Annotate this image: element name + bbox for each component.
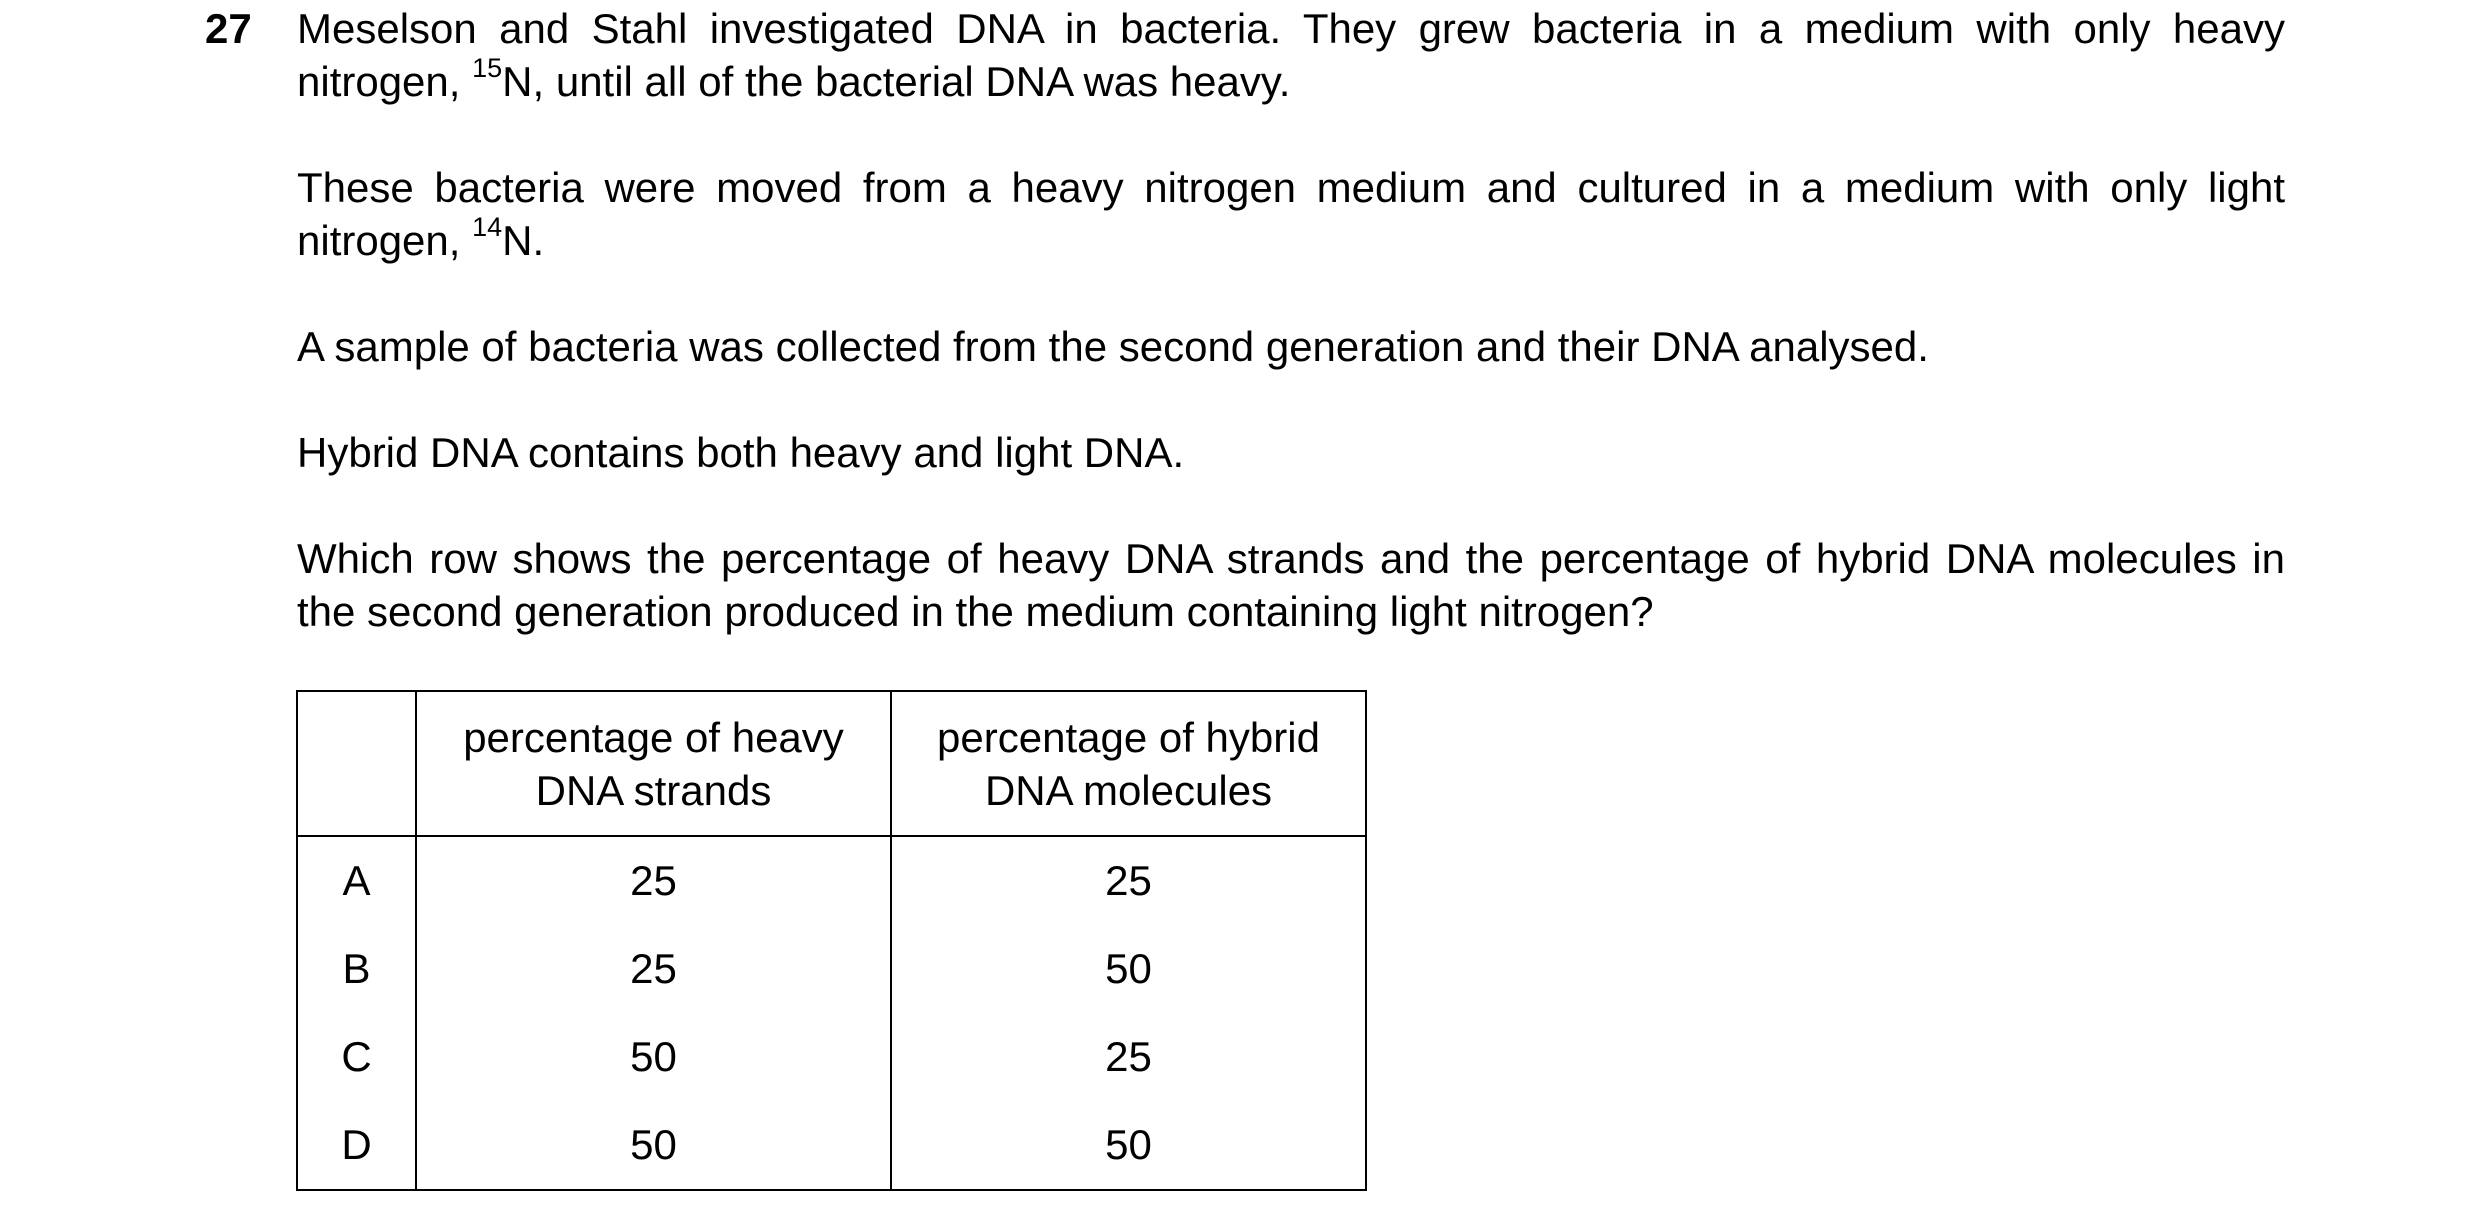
hybrid-value: 25 (891, 1013, 1366, 1101)
table-row-c[interactable] (297, 1013, 1366, 1101)
header-empty-cell (297, 691, 416, 836)
heavy-value: 50 (416, 1013, 891, 1101)
header-hybrid-line1: percentage of hybrid (937, 713, 1320, 761)
option-letter: B (297, 925, 416, 1013)
header-heavy-line1: percentage of heavy (463, 713, 844, 761)
option-letter: A (297, 836, 416, 925)
question-paragraph-4: Hybrid DNA contains both heavy and light DNA. (297, 429, 1185, 476)
para1-text-after: N, until all of the bacterial DNA was heavy. (502, 58, 1291, 105)
heavy-value: 25 (416, 925, 891, 1013)
isotope-superscript-14: 14 (472, 212, 503, 242)
table-row-a[interactable] (297, 836, 1366, 925)
question-paragraph-5: Which row shows the percentage of heavy DNA strands and the percentage of hybrid DNA molecules in the second generation produced in the medium containing light nitrogen? (297, 535, 2285, 635)
question-number: 27 (205, 5, 252, 52)
header-heavy-dna-strands (416, 691, 891, 836)
para2-text-before: These bacteria were moved from a heavy nitrogen medium and cultured in a medium with only light nitrogen, (297, 164, 2285, 264)
table-row-d[interactable] (297, 1101, 1366, 1190)
option-letter: D (297, 1101, 416, 1190)
para1-text-before: Meselson and Stahl investigated DNA in bacteria. They grew bacteria in a medium with only heavy nitrogen, (297, 5, 2285, 105)
header-heavy-line2: DNA strands (535, 766, 772, 814)
table-row-b[interactable] (297, 925, 1366, 1013)
option-letter: C (297, 1013, 416, 1101)
answer-options-table (296, 690, 1367, 1191)
hybrid-value: 50 (891, 1101, 1366, 1190)
para2-text-after: N. (502, 217, 545, 264)
hybrid-value: 25 (891, 836, 1366, 925)
header-hybrid-line2: DNA molecules (984, 766, 1273, 814)
question-paragraph-2 (297, 161, 2285, 267)
header-hybrid-dna-molecules (891, 691, 1366, 836)
hybrid-value: 50 (891, 925, 1366, 1013)
question-paragraph-3: A sample of bacteria was collected from the second generation and their DNA analysed. (297, 323, 1929, 370)
table-header-row (297, 691, 1366, 836)
heavy-value: 25 (416, 836, 891, 925)
heavy-value: 50 (416, 1101, 891, 1190)
question-paragraph-1 (297, 2, 2285, 108)
isotope-superscript-15: 15 (472, 53, 503, 83)
